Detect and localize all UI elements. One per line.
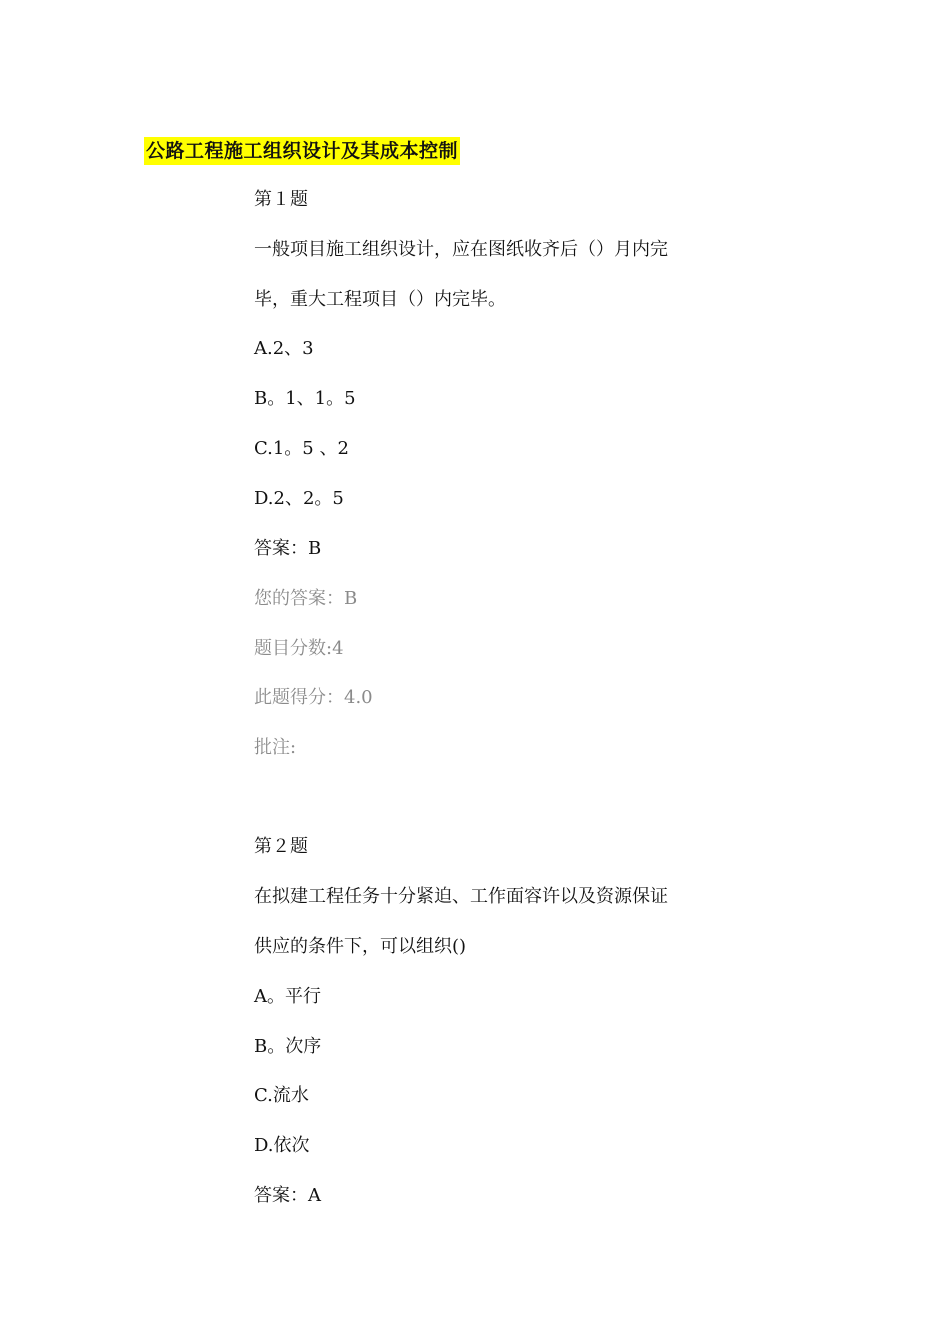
question-1-heading: 第１题 — [254, 189, 308, 210]
question-2-option-a: A。平行 — [254, 986, 321, 1007]
question-2-option-c: C.流水 — [254, 1085, 309, 1106]
question-1-earned-score: 此题得分：4.0 — [254, 687, 373, 708]
question-2-option-d: D.依次 — [254, 1135, 310, 1156]
question-1-your-answer: 您的答案：B — [254, 588, 358, 609]
question-1-stem-line-1: 一般项目施工组织设计，应在图纸收齐后（）月内完 — [254, 239, 668, 260]
question-2-option-b: B。次序 — [254, 1036, 322, 1057]
question-1-score: 题目分数:4 — [254, 638, 344, 659]
question-2-stem-line-2: 供应的条件下，可以组织() — [254, 936, 467, 957]
question-1-option-b: B。1、1。5 — [254, 388, 356, 409]
question-1-option-a: A.2、3 — [254, 338, 314, 359]
question-2-answer: 答案：A — [254, 1185, 321, 1206]
question-2-stem-line-1: 在拟建工程任务十分紧迫、工作面容许以及资源保证 — [254, 886, 668, 907]
question-2-heading: 第２题 — [254, 836, 308, 857]
question-1-stem-line-2: 毕，重大工程项目（）内完毕。 — [254, 289, 506, 310]
question-1-answer: 答案：B — [254, 538, 322, 559]
document-title: 公路工程施工组织设计及其成本控制 — [144, 137, 460, 165]
question-1-option-d: D.2、2。5 — [254, 488, 344, 509]
question-1-option-c: C.1。5 、2 — [254, 438, 349, 459]
question-1-comment: 批注: — [254, 737, 297, 758]
